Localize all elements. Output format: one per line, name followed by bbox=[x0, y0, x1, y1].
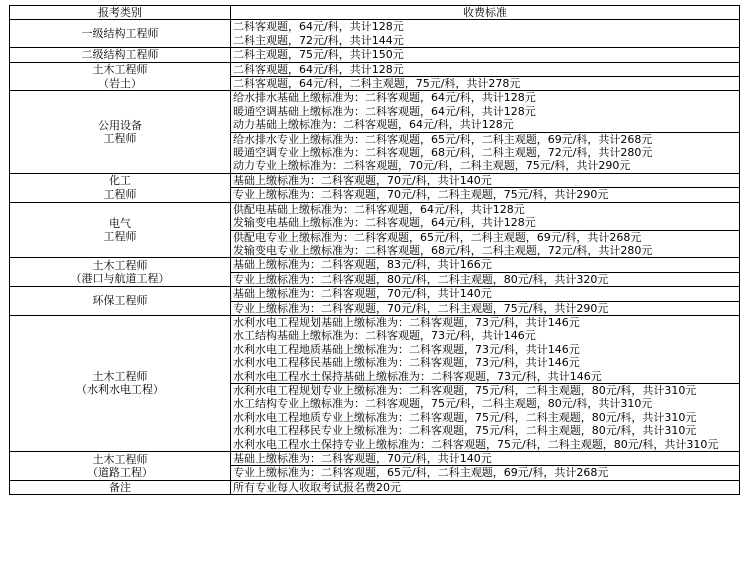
fee-cell bbox=[231, 301, 740, 315]
fee-line: 水利水电工程规划专业上缴标准为：二科客观题，75元/科，二科主观题，80元/科，共计310元 bbox=[233, 383, 697, 397]
category-label: 二级结构工程师 bbox=[81, 48, 159, 62]
fee-cell bbox=[231, 173, 740, 187]
fee-cell bbox=[231, 287, 740, 301]
category-label: 工程师 bbox=[103, 132, 137, 146]
fee-line: 给水排水专业上缴标准为：二科客观题，65元/科，二科主观题，69元/科，共计268元 bbox=[233, 132, 653, 146]
category-label: 一级结构工程师 bbox=[81, 27, 159, 41]
fee-cell bbox=[231, 452, 740, 466]
category-label: （港口与航道工程） bbox=[70, 272, 170, 286]
category-label: （水利水电工程） bbox=[76, 383, 164, 397]
fee-line: 专业上缴标准为：二科客观题，65元/科，二科主观题，69元/科，共计268元 bbox=[233, 466, 609, 480]
fee-line: 基础上缴标准为：二科客观题，70元/科，共计140元 bbox=[233, 287, 492, 301]
fee-line: 动力专业上缴标准为：二科客观题，70元/科，二科主观题，75元/科，共计290元 bbox=[233, 159, 631, 173]
fee-cell bbox=[231, 91, 740, 132]
table-row bbox=[10, 287, 740, 301]
fee-line: 水利水电工程规划基础上缴标准为：二科客观题，73元/科，共计146元 bbox=[233, 315, 580, 329]
category-label: 工程师 bbox=[103, 230, 137, 243]
category-cell bbox=[10, 258, 231, 287]
category-cell bbox=[10, 480, 231, 494]
fee-line: 动力基础上缴标准为：二科客观题，64元/科，共计128元 bbox=[233, 118, 514, 132]
fee-cell bbox=[231, 62, 740, 76]
table-row bbox=[10, 480, 740, 494]
category-label: 环保工程师 bbox=[92, 294, 148, 308]
category-label: （岩土） bbox=[98, 76, 142, 90]
fee-cell bbox=[231, 258, 740, 272]
category-label: 化工 bbox=[109, 174, 131, 188]
category-label: 电气 bbox=[109, 216, 131, 230]
fee-line: 专业上缴标准为：二科客观题，70元/科，二科主观题，75元/科，共计290元 bbox=[233, 301, 609, 315]
fee-line: 专业上缴标准为：二科客观题，70元/科，二科主观题，75元/科，共计290元 bbox=[233, 188, 609, 202]
table-row bbox=[10, 91, 740, 132]
fee-cell bbox=[231, 20, 740, 48]
fee-cell bbox=[231, 272, 740, 286]
fee-line: 水工结构专业上缴标准为：二科客观题，75元/科，二科主观题，80元/科，共计310元 bbox=[233, 397, 653, 411]
category-cell bbox=[10, 202, 231, 258]
category-cell bbox=[10, 452, 231, 481]
fee-cell bbox=[231, 188, 740, 202]
fee-line: 基础上缴标准为：二科客观题，70元/科，共计140元 bbox=[233, 452, 492, 465]
fee-line: 水利水电工程移民专业上缴标准为：二科客观题，75元/科，二科主观题，80元/科，共计310元 bbox=[233, 424, 697, 438]
fee-line: 基础上缴标准为：二科客观题，70元/科，共计140元 bbox=[233, 173, 492, 187]
fee-line: 水利水电工程地质基础上缴标准为：二科客观题，73元/科，共计146元 bbox=[233, 342, 580, 356]
table-header-row bbox=[10, 6, 740, 20]
fee-cell bbox=[231, 480, 740, 494]
fee-line: 二科主观题，75元/科，共计150元 bbox=[233, 48, 404, 62]
fee-cell bbox=[231, 132, 740, 173]
table-row bbox=[10, 315, 740, 383]
fee-line: 水利水电工程移民基础上缴标准为：二科客观题，73元/科，共计146元 bbox=[233, 356, 580, 370]
fee-table bbox=[9, 5, 740, 495]
category-cell bbox=[10, 91, 231, 173]
category-label: （道路工程） bbox=[87, 465, 153, 479]
fee-cell bbox=[231, 202, 740, 230]
fee-line: 供配电专业上缴标准为：二科客观题，65元/科，二科主观题，69元/科，共计268元 bbox=[233, 230, 642, 244]
fee-line: 二科客观题，64元/科，共计128元 bbox=[233, 20, 404, 34]
category-label: 土木工程师 bbox=[92, 452, 148, 466]
header-category: 报考类别 bbox=[10, 6, 231, 20]
fee-line: 暖通空调专业上缴标准为：二科客观题，68元/科，二科主观题，72元/科，共计280元 bbox=[233, 146, 653, 160]
fee-line: 给水排水基础上缴标准为：二科客观题，64元/科，共计128元 bbox=[233, 91, 536, 105]
fee-line: 暖通空调基础上缴标准为：二科客观题，64元/科，共计128元 bbox=[233, 104, 536, 118]
fee-cell bbox=[231, 48, 740, 62]
category-label: 公用设备 bbox=[98, 118, 142, 132]
fee-line: 二科主观题，72元/科，共计144元 bbox=[233, 33, 404, 47]
fee-line: 水利水电工程地质专业上缴标准为：二科客观题，75元/科，二科主观题，80元/科，共计310元 bbox=[233, 410, 697, 424]
category-cell bbox=[10, 48, 231, 62]
category-cell bbox=[10, 20, 231, 48]
fee-line: 二科客观题，64元/科，二科主观题，75元/科，共计278元 bbox=[233, 77, 521, 91]
table-row bbox=[10, 62, 740, 76]
fee-line: 基础上缴标准为：二科客观题，83元/科，共计166元 bbox=[233, 258, 492, 272]
fee-line: 二科客观题，64元/科，共计128元 bbox=[233, 62, 404, 76]
table-row bbox=[10, 202, 740, 230]
category-label: 备注 bbox=[109, 480, 131, 494]
table-row bbox=[10, 20, 740, 48]
table-row bbox=[10, 452, 740, 466]
category-cell bbox=[10, 62, 231, 91]
fee-line: 专业上缴标准为：二科客观题，80元/科，二科主观题，80元/科，共计320元 bbox=[233, 272, 609, 286]
fee-cell bbox=[231, 383, 740, 451]
table-row bbox=[10, 258, 740, 272]
fee-line: 发输变电基础上缴标准为：二科客观题，64元/科，共计128元 bbox=[233, 216, 536, 230]
fee-line: 水利水电工程水土保持专业上缴标准为：二科客观题，75元/科，二科主观题，80元/科，共计310元 bbox=[233, 437, 719, 451]
category-label: 土木工程师 bbox=[92, 258, 148, 272]
table-row bbox=[10, 48, 740, 62]
category-cell bbox=[10, 315, 231, 451]
table-body bbox=[10, 20, 740, 495]
category-cell bbox=[10, 287, 231, 316]
category-label: 土木工程师 bbox=[92, 370, 148, 384]
fee-cell bbox=[231, 230, 740, 258]
category-label: 工程师 bbox=[103, 187, 137, 201]
fee-cell bbox=[231, 315, 740, 383]
fee-cell bbox=[231, 466, 740, 480]
header-fees: 收费标准 bbox=[231, 6, 740, 20]
fee-line: 所有专业每人收取考试报名费20元 bbox=[233, 480, 401, 494]
category-cell bbox=[10, 173, 231, 202]
fee-line: 水工结构基础上缴标准为：二科客观题，73元/科，共计146元 bbox=[233, 329, 536, 343]
fee-line: 水利水电工程水土保持基础上缴标准为：二科客观题，73元/科，共计146元 bbox=[233, 369, 602, 383]
fee-line: 供配电基础上缴标准为：二科客观题，64元/科，共计128元 bbox=[233, 202, 525, 216]
fee-line: 发输变电专业上缴标准为：二科客观题，68元/科，二科主观题，72元/科，共计280元 bbox=[233, 243, 653, 257]
fee-cell bbox=[231, 77, 740, 91]
table-row bbox=[10, 173, 740, 187]
category-label: 土木工程师 bbox=[92, 63, 148, 77]
